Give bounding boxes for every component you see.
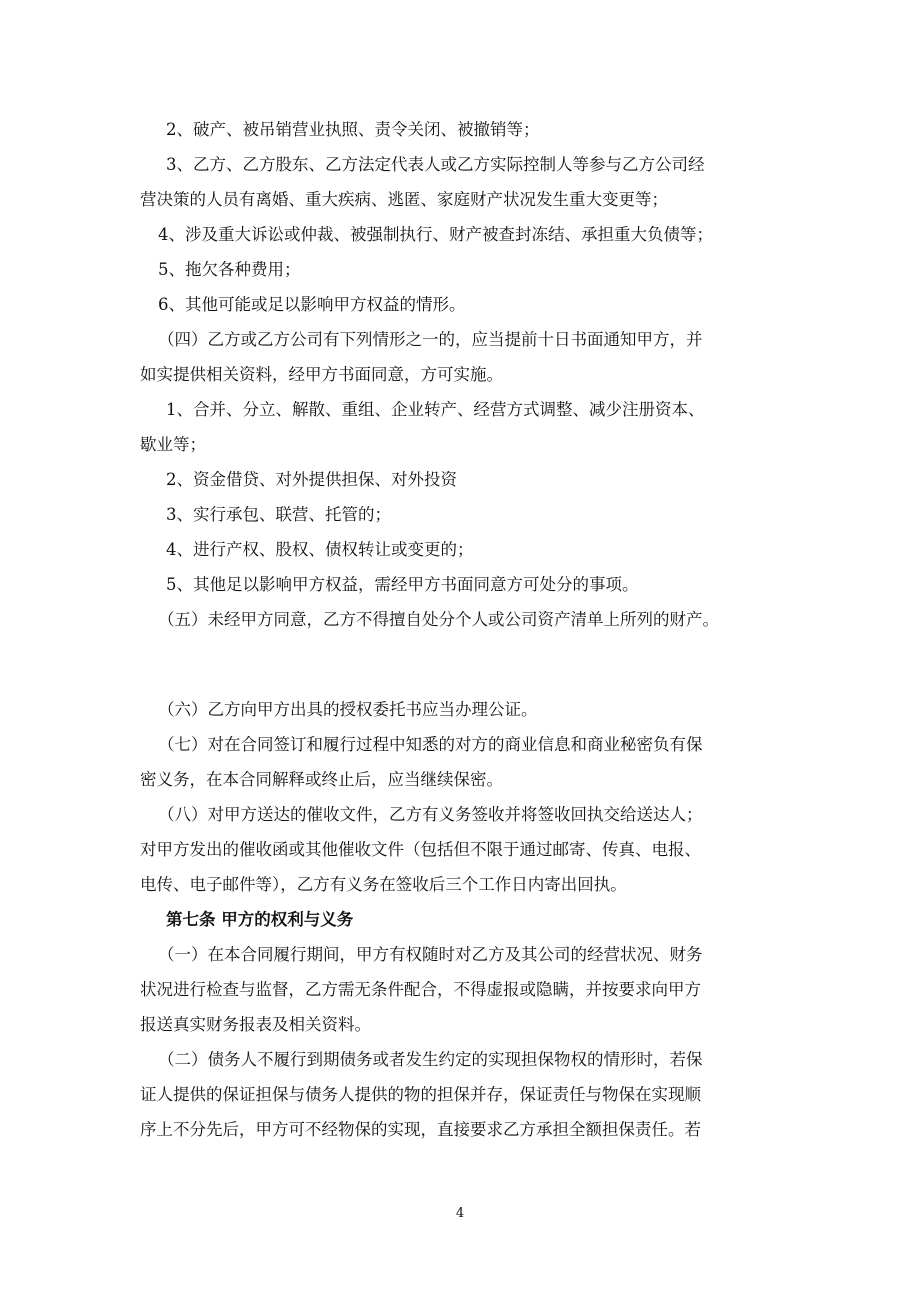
text-line: 3、乙方、乙方股东、乙方法定代表人或乙方实际控制人等参与乙方公司经 xyxy=(166,155,705,174)
text-line: 2、资金借贷、对外提供担保、对外投资 xyxy=(166,470,457,489)
text-line: 状况进行检查与监督，乙方需无条件配合，不得虚报或隐瞒，并按要求向甲方 xyxy=(140,980,701,999)
text-line: 电传、电子邮件等），乙方有义务在签收后三个工作日内寄出回执。 xyxy=(140,875,627,894)
text-line: 2、破产、被吊销营业执照、责令关闭、被撤销等； xyxy=(166,120,540,139)
text-line: 序上不分先后，甲方可不经物保的实现，直接要求乙方承担全额担保责任。若 xyxy=(140,1120,701,1139)
text-line: 5、其他足以影响甲方权益，需经甲方书面同意方可处分的事项。 xyxy=(166,575,639,594)
body-text-upper xyxy=(140,112,780,637)
text-line: 密义务，在本合同解释或终止后，应当继续保密。 xyxy=(140,770,503,789)
text-line: 歇业等； xyxy=(140,435,206,454)
text-line: （七）对在合同签订和履行过程中知悉的对方的商业信息和商业秘密负有保 xyxy=(158,735,703,754)
text-line: 5、拖欠各种费用； xyxy=(158,260,301,279)
text-line: 对甲方发出的催收函或其他催收文件（包括但不限于通过邮寄、传真、电报、 xyxy=(140,840,701,859)
page-number: 4 xyxy=(455,1206,465,1221)
text-line: 报送真实财务报表及相关资料。 xyxy=(140,1015,371,1034)
text-line: （六）乙方向甲方出具的授权委托书应当办理公证。 xyxy=(158,700,538,719)
text-line: 3、实行承包、联营、托管的； xyxy=(166,505,391,524)
text-line: （四）乙方或乙方公司有下列情形之一的，应当提前十日书面通知甲方，并 xyxy=(158,330,703,349)
text-line: 4、进行产权、股权、债权转让或变更的； xyxy=(166,540,474,559)
body-text-lower xyxy=(140,692,780,1147)
section-heading: 第七条 甲方的权利与义务 xyxy=(166,910,354,929)
text-line: （一）在本合同履行期间，甲方有权随时对乙方及其公司的经营状况、财务 xyxy=(158,945,703,964)
text-line: （二）债务人不履行到期债务或者发生约定的实现担保物权的情形时，若保 xyxy=(158,1050,703,1069)
text-line: 营决策的人员有离婚、重大疾病、逃匿、家庭财产状况发生重大变更等； xyxy=(140,190,668,209)
text-line: 6、其他可能或足以影响甲方权益的情形。 xyxy=(158,295,466,314)
text-line: （八）对甲方送达的催收文件，乙方有义务签收并将签收回执交给送达人； xyxy=(158,805,703,824)
text-line: 如实提供相关资料，经甲方书面同意，方可实施。 xyxy=(140,365,503,384)
text-line: （五）未经甲方同意，乙方不得擅自处分个人或公司资产清单上所列的财产。 xyxy=(158,610,719,629)
text-line: 1、合并、分立、解散、重组、企业转产、经营方式调整、减少注册资本、 xyxy=(166,400,705,419)
text-line: 证人提供的保证担保与债务人提供的物的担保并存，保证责任与物保在实现顺 xyxy=(140,1085,701,1104)
text-line: 4、涉及重大诉讼或仲裁、被强制执行、财产被查封冻结、承担重大负债等； xyxy=(158,225,713,244)
